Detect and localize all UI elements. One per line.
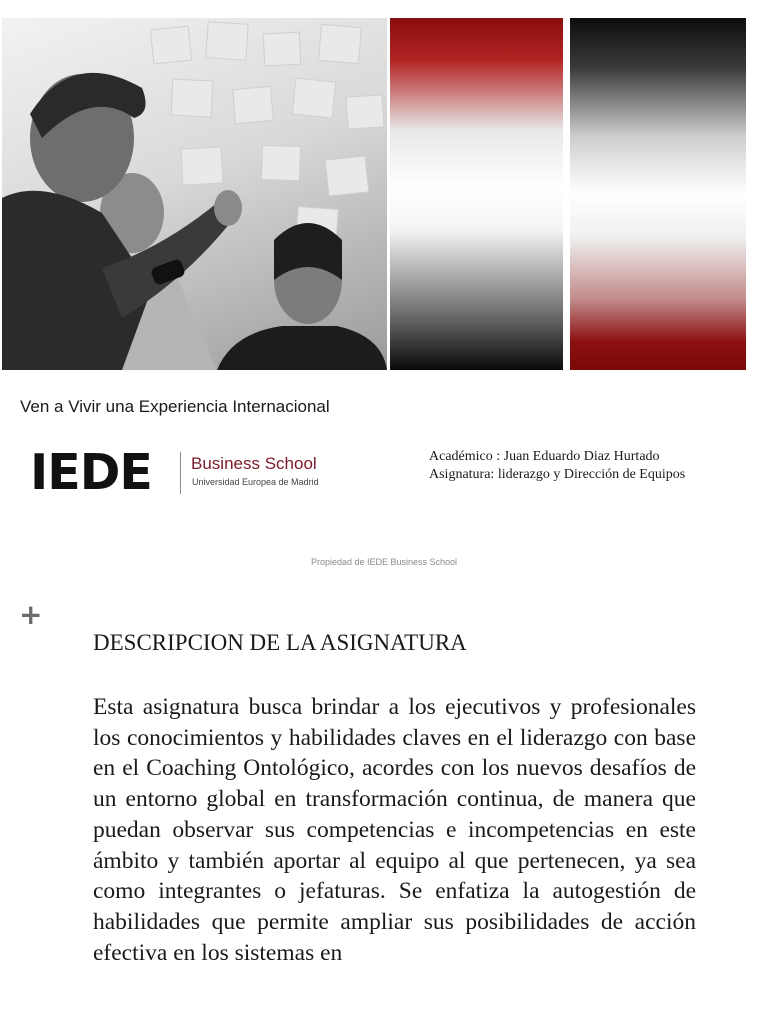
- academic-line: Académico : Juan Eduardo Diaz Hurtado: [429, 449, 660, 464]
- property-note: Propiedad de IEDE Business School: [310, 557, 458, 567]
- decorative-gradient-band-right: [570, 18, 746, 370]
- decorative-gradient-band-left: [390, 18, 563, 370]
- plus-icon: +: [19, 598, 43, 631]
- logo-school-name: Business School: [191, 454, 317, 473]
- course-meta: [429, 448, 709, 484]
- subject-line: Asignatura: liderazgo y Dirección de Equipos: [429, 467, 686, 482]
- tagline: Ven a Vivir una Experiencia Internacional: [20, 397, 330, 416]
- logo-university-name: Universidad Europea de Madrid: [192, 477, 319, 487]
- hero-photo: [2, 18, 387, 370]
- section-body: Esta asignatura busca brindar a los ejecutivos y profesionales los conocimientos y habilidades claves en el liderazgo con base en el Coaching Ontológico, acordes con los nuevos desafíos de un entorno global en transformación continua, de manera que puedan observar sus competencias e incompetencias en este ámbito y también aportar al equipo al que pertenecen, ya sea como integrantes o jefaturas. Se enfatiza la autogestión de habilidades que permite ampliar sus posibilidades de acción efectiva en los sistemas en: [93, 694, 696, 966]
- logo-divider: [180, 452, 181, 494]
- section-title: DESCRIPCION DE LA ASIGNATURA: [93, 630, 467, 655]
- logo-word: IEDE: [30, 444, 152, 501]
- people-at-whiteboard-photo-icon: [2, 18, 387, 370]
